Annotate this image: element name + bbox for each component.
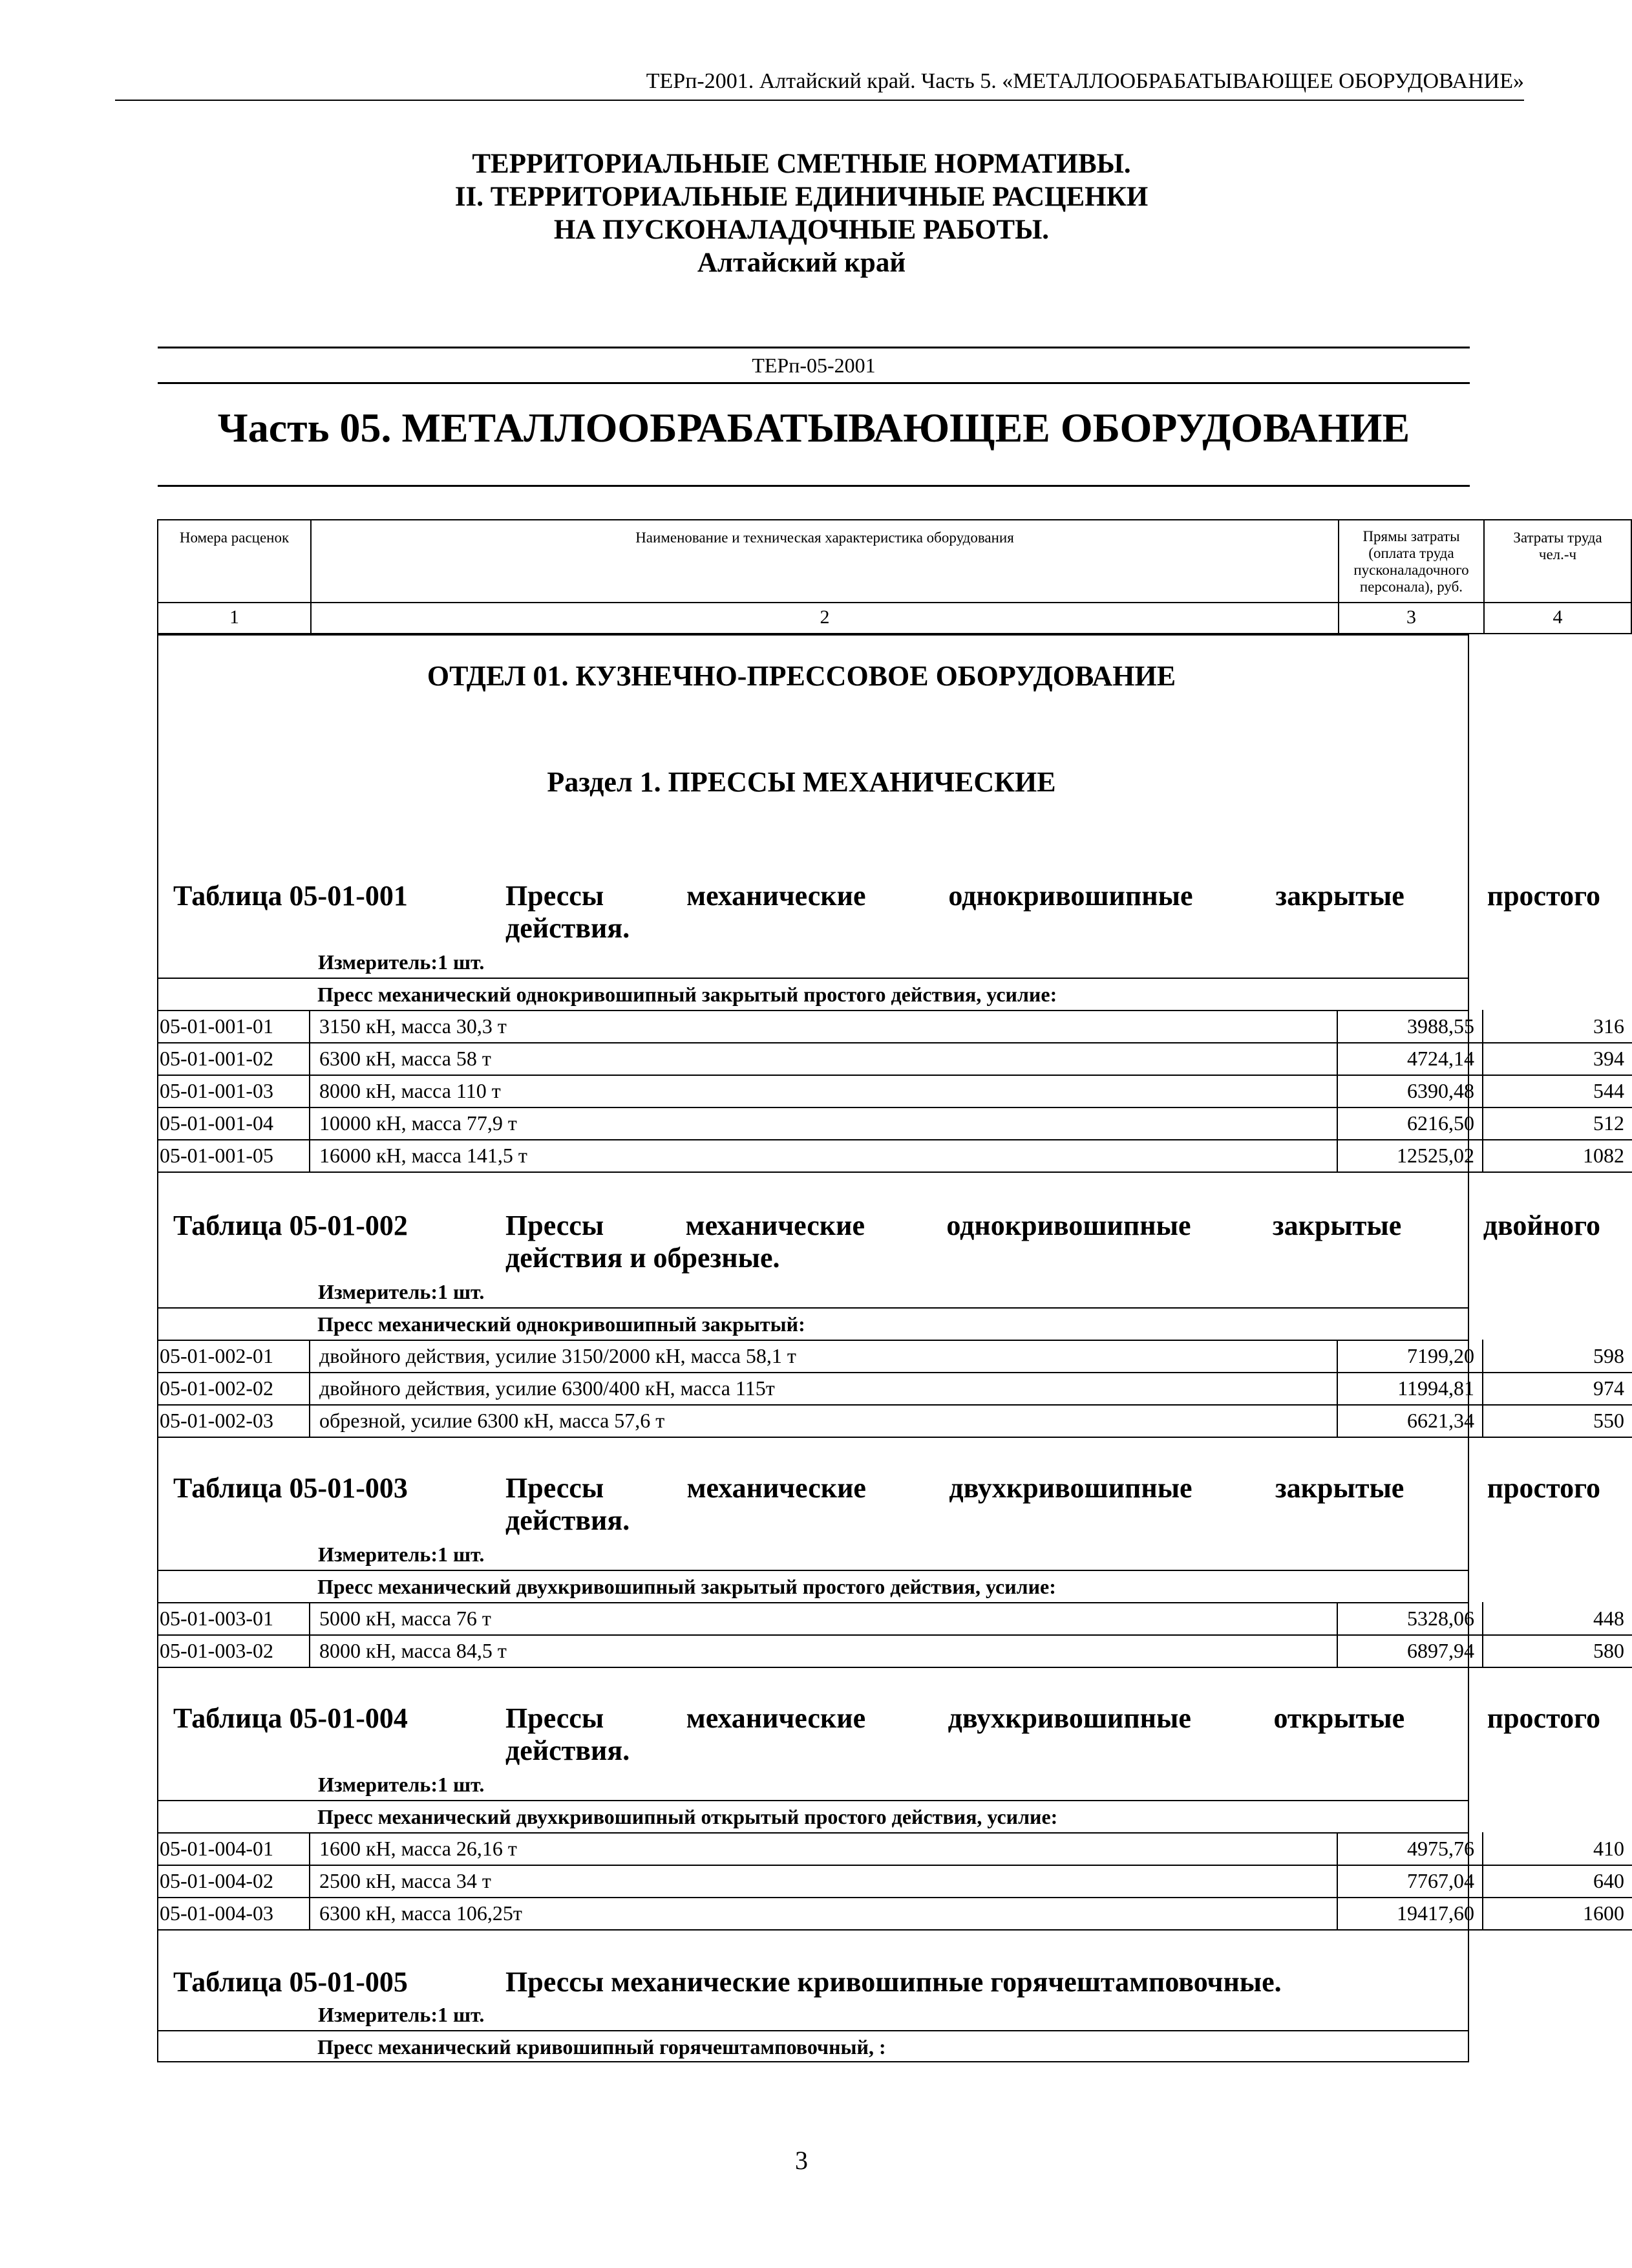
- table-code: Таблица 05-01-005: [173, 1966, 408, 1998]
- rate-labor: 1600: [1483, 1897, 1632, 1931]
- rate-code: 05-01-003-01: [157, 1602, 310, 1636]
- measure-unit: Измеритель:1 шт.: [318, 2003, 485, 2026]
- rate-cost: 4724,14: [1338, 1042, 1483, 1076]
- table-name-cont: действия.: [505, 912, 630, 944]
- table-row: [157, 1340, 1624, 1373]
- rate-cost: 6216,50: [1338, 1107, 1483, 1140]
- table-row: [157, 1832, 1624, 1866]
- column-number: 1: [157, 602, 312, 634]
- divider: [158, 485, 1470, 487]
- rate-description: 6300 кН, масса 58 т: [310, 1042, 1338, 1076]
- department-title: ОТДЕЛ 01. КУЗНЕЧНО-ПРЕССОВОЕ ОБОРУДОВАНИЕ: [427, 660, 1176, 692]
- group-subheading-text: Пресс механический двухкривошипный закрытый простого действия, усилие:: [317, 1575, 1056, 1598]
- column-number: 4: [1483, 602, 1632, 634]
- table-name: Прессы механические двухкривошипные открытые простого: [505, 1702, 1600, 1734]
- rate-description: 6300 кН, масса 106,25т: [310, 1897, 1338, 1931]
- rate-labor: 394: [1483, 1042, 1632, 1076]
- rate-description: 3150 кН, масса 30,3 т: [310, 1010, 1338, 1043]
- table-code: Таблица 05-01-002: [173, 1210, 408, 1241]
- rate-labor: 550: [1483, 1404, 1632, 1438]
- table-name: Прессы механические однокривошипные закрытые двойного: [505, 1210, 1600, 1241]
- rate-labor: 448: [1483, 1602, 1632, 1636]
- title-line: НА ПУСКОНАЛАДОЧНЫЕ РАБОТЫ.: [553, 215, 1050, 245]
- group-subheading-text: Пресс механический однокривошипный закрытый:: [317, 1312, 805, 1336]
- column-header-labor: Затраты труда чел.-ч: [1483, 519, 1632, 603]
- rate-cost: 7767,04: [1338, 1865, 1483, 1898]
- page-number: 3: [795, 2146, 808, 2175]
- column-header-direct-cost: Прямы затраты (оплата труда пусконаладочного персонала), руб.: [1338, 519, 1485, 603]
- rate-description: 16000 кН, масса 141,5 т: [310, 1139, 1338, 1173]
- table-row: [157, 1865, 1624, 1898]
- measure-unit: Измеритель:1 шт.: [318, 1773, 485, 1796]
- table-name-cont: действия и обрезные.: [505, 1242, 780, 1274]
- column-header-description: Наименование и техническая характеристика оборудования: [310, 519, 1339, 603]
- table-heading: [173, 1471, 1600, 1543]
- rate-labor: 410: [1483, 1832, 1632, 1866]
- rate-cost: 4975,76: [1338, 1832, 1483, 1866]
- table-heading: [173, 1965, 1440, 2002]
- table-name: Прессы механические однокривошипные закрытые простого: [505, 880, 1600, 912]
- table-row: [157, 1404, 1624, 1438]
- rate-description: 5000 кН, масса 76 т: [310, 1602, 1338, 1636]
- rate-cost: 11994,81: [1338, 1372, 1483, 1406]
- title-line: ТЕРРИТОРИАЛЬНЫЕ СМЕТНЫЕ НОРМАТИВЫ.: [472, 149, 1131, 179]
- rate-cost: 19417,60: [1338, 1897, 1483, 1931]
- rate-code: 05-01-001-02: [157, 1042, 310, 1076]
- rate-code: 05-01-002-03: [157, 1404, 310, 1438]
- rate-code: 05-01-001-03: [157, 1075, 310, 1108]
- rate-description: 8000 кН, масса 110 т: [310, 1075, 1338, 1108]
- doc-code: ТЕРп-05-2001: [158, 347, 1470, 384]
- group-subheading: [157, 2030, 1469, 2064]
- rate-description: 2500 кН, масса 34 т: [310, 1865, 1338, 1898]
- rate-cost: 6897,94: [1338, 1634, 1483, 1668]
- table-name: Прессы механические кривошипные горячештамповочные.: [505, 1966, 1282, 1998]
- column-number: 2: [310, 602, 1339, 634]
- rate-cost: 3988,55: [1338, 1010, 1483, 1043]
- group-subheading-text: Пресс механический однокривошипный закрытый простого действия, усилие:: [317, 983, 1057, 1006]
- section-title: Раздел 1. ПРЕССЫ МЕХАНИЧЕСКИЕ: [547, 766, 1056, 798]
- table-code: Таблица 05-01-003: [173, 1472, 408, 1504]
- table-row: [157, 1042, 1624, 1076]
- rate-cost: 12525,02: [1338, 1139, 1483, 1173]
- rate-code: 05-01-001-05: [157, 1139, 310, 1173]
- rate-description: обрезной, усилие 6300 кН, масса 57,6 т: [310, 1404, 1338, 1438]
- column-header-rate-number: Номера расценок: [157, 519, 312, 603]
- rate-labor: 316: [1483, 1010, 1632, 1043]
- table-name-cont: действия.: [505, 1504, 630, 1536]
- rate-code: 05-01-002-01: [157, 1340, 310, 1373]
- table-row: [157, 1602, 1624, 1636]
- table-heading: [173, 1702, 1600, 1773]
- table-code: Таблица 05-01-004: [173, 1702, 408, 1734]
- rate-description: 1600 кН, масса 26,16 т: [310, 1832, 1338, 1866]
- rate-code: 05-01-001-01: [157, 1010, 310, 1043]
- part-title: Часть 05. МЕТАЛЛООБРАБАТЫВАЮЩЕЕ ОБОРУДОВАНИЕ: [217, 405, 1410, 451]
- rate-code: 05-01-003-02: [157, 1634, 310, 1668]
- table-name-cont: действия.: [505, 1735, 630, 1766]
- group-subheading: [157, 1307, 1469, 1341]
- table-row: [157, 1107, 1624, 1140]
- table-name: Прессы механические двухкривошипные закрытые простого: [505, 1472, 1600, 1504]
- group-subheading-text: Пресс механический двухкривошипный открытый простого действия, усилие:: [317, 1805, 1058, 1828]
- document-title: [0, 147, 1603, 279]
- table-heading: [173, 879, 1600, 950]
- rate-labor: 580: [1483, 1634, 1632, 1668]
- group-subheading-text: Пресс механический кривошипный горячештамповочный, :: [317, 2035, 886, 2059]
- rate-code: 05-01-004-03: [157, 1897, 310, 1931]
- table-row: [157, 1372, 1624, 1406]
- rate-labor: 640: [1483, 1865, 1632, 1898]
- table-row: [157, 1634, 1624, 1668]
- rate-code: 05-01-004-02: [157, 1865, 310, 1898]
- rate-cost: 6390,48: [1338, 1075, 1483, 1108]
- table-row: [157, 1897, 1624, 1931]
- rate-cost: 5328,06: [1338, 1602, 1483, 1636]
- column-number: 3: [1338, 602, 1485, 634]
- rate-labor: 512: [1483, 1107, 1632, 1140]
- table-row: [157, 1010, 1624, 1043]
- table-heading: [173, 1209, 1600, 1280]
- rate-code: 05-01-004-01: [157, 1832, 310, 1866]
- title-line: II. ТЕРРИТОРИАЛЬНЫЕ ЕДИНИЧНЫЕ РАСЦЕНКИ: [454, 182, 1149, 212]
- rate-description: 8000 кН, масса 84,5 т: [310, 1634, 1338, 1668]
- rate-labor: 598: [1483, 1340, 1632, 1373]
- measure-unit: Измеритель:1 шт.: [318, 950, 485, 974]
- running-head: ТЕРп-2001. Алтайский край. Часть 5. «МЕТАЛЛООБРАБАТЫВАЮЩЕЕ ОБОРУДОВАНИЕ»: [115, 67, 1524, 101]
- table-row: [157, 1075, 1624, 1108]
- group-subheading: [157, 1570, 1469, 1603]
- rate-description: двойного действия, усилие 6300/400 кН, масса 115т: [310, 1372, 1338, 1406]
- title-line: Алтайский край: [697, 248, 906, 278]
- rate-labor: 544: [1483, 1075, 1632, 1108]
- rate-labor: 974: [1483, 1372, 1632, 1406]
- rate-description: двойного действия, усилие 3150/2000 кН, масса 58,1 т: [310, 1340, 1338, 1373]
- rate-labor: 1082: [1483, 1139, 1632, 1173]
- group-subheading: [157, 978, 1469, 1011]
- table-row: [157, 1139, 1624, 1173]
- table-code: Таблица 05-01-001: [173, 880, 408, 912]
- rate-cost: 6621,34: [1338, 1404, 1483, 1438]
- group-subheading: [157, 1800, 1469, 1834]
- rate-code: 05-01-001-04: [157, 1107, 310, 1140]
- rate-code: 05-01-002-02: [157, 1372, 310, 1406]
- rate-description: 10000 кН, масса 77,9 т: [310, 1107, 1338, 1140]
- rate-cost: 7199,20: [1338, 1340, 1483, 1373]
- measure-unit: Измеритель:1 шт.: [318, 1543, 485, 1566]
- measure-unit: Измеритель:1 шт.: [318, 1280, 485, 1303]
